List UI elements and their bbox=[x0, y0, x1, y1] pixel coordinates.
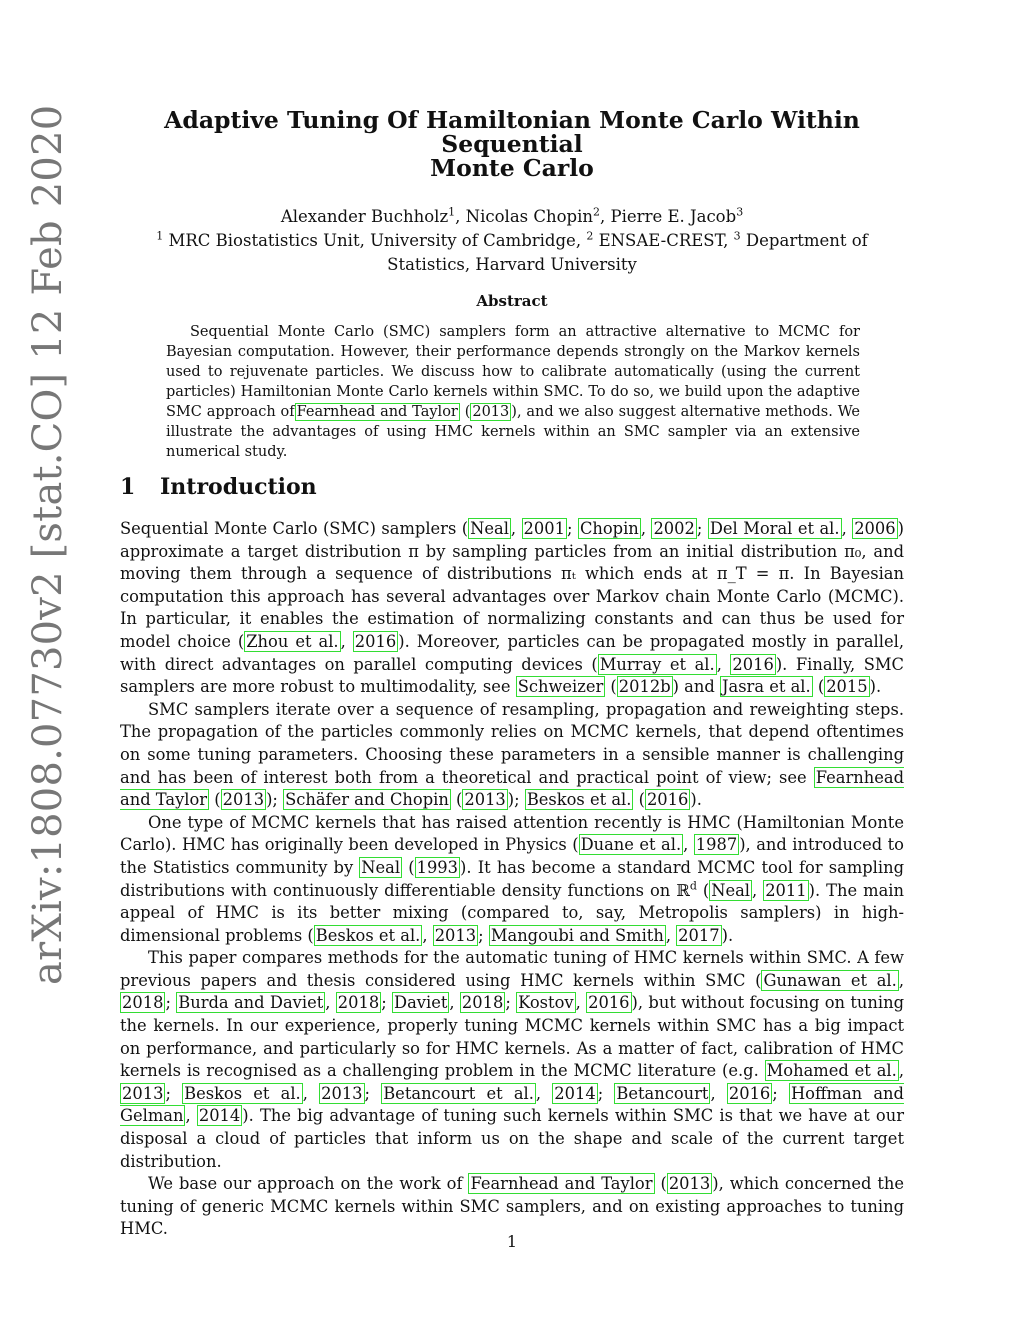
citation-link[interactable]: Gunawan et al. bbox=[763, 970, 897, 990]
citation-link[interactable]: Fearnhead and Taylor bbox=[120, 767, 904, 810]
citation-link[interactable]: Mangoubi and Smith bbox=[490, 925, 664, 945]
citation-link[interactable]: 2014 bbox=[554, 1083, 596, 1103]
citation-link[interactable]: 2013 bbox=[222, 790, 265, 810]
abstract bbox=[166, 322, 860, 462]
citation-link[interactable]: 2018 bbox=[337, 993, 380, 1013]
body-text bbox=[120, 518, 904, 1241]
citation-link[interactable]: Mohamed et al. bbox=[766, 1061, 897, 1081]
citation-link[interactable]: 2001 bbox=[523, 519, 565, 538]
citation-link[interactable]: Neal bbox=[361, 857, 401, 877]
affiliation-3b: Statistics, Harvard University bbox=[387, 255, 637, 274]
citation-link[interactable]: Daviet bbox=[394, 993, 448, 1013]
citation-link[interactable]: 1993 bbox=[416, 857, 459, 877]
citation-link[interactable]: Betancourt et al. bbox=[383, 1083, 534, 1103]
citation-link[interactable]: Schweizer bbox=[517, 677, 604, 697]
citation-link[interactable]: 2013 bbox=[464, 790, 506, 810]
page-number: 1 bbox=[506, 1232, 518, 1251]
citation-link[interactable]: Fearnhead and Taylor bbox=[470, 1174, 653, 1194]
citation-link[interactable]: Schäfer and Chopin bbox=[285, 790, 449, 810]
citation-link[interactable]: Fearnhead and Taylor bbox=[296, 404, 458, 420]
citation-link[interactable]: Beskos et al. bbox=[315, 925, 421, 945]
paragraph-3: One type of MCMC kernels that has raised attention recently is HMC (Hamiltonian Monte Carlo). HMC has originally been developed in Physics ( Duane et al. , 1987 ), and introduced to the Statistics community by Neal ( 1993 ). It has become a standard MCMC tool for sampling distributions with continuously differentiable density functions on ℝ$^d$ ( Neal , 2011 ). The main appeal of HMC is its better mixing (compared to, say, Metropolis samplers) in high-dimensional problems ( Beskos et al. , 2013 ; Mangoubi and Smith , 2017 ). bbox=[120, 812, 904, 945]
aff-2-sup: 2 bbox=[586, 229, 594, 243]
citation-link[interactable]: Murray et al. bbox=[599, 654, 715, 674]
paragraph-5: We base our approach on the work of Fearnhead and Taylor ( 2013 ), which concerned the tuning of generic MCMC kernels within SMC samplers, and on existing approaches to tuning HMC. bbox=[120, 1174, 905, 1239]
authors-block bbox=[100, 205, 924, 277]
dimension-superscript: d bbox=[689, 879, 697, 893]
affiliation-2: ENSAE-CREST, bbox=[598, 231, 729, 250]
affiliations bbox=[100, 229, 924, 253]
title-line-2: Monte Carlo bbox=[430, 154, 594, 182]
citation-link[interactable]: Beskos et al. bbox=[184, 1083, 301, 1103]
citation-link[interactable]: Beskos et al. bbox=[526, 790, 632, 810]
paragraph-2: SMC samplers iterate over a sequence of resampling, propagation and reweighting steps. The propagation of the particles commonly relies on MCMC kernels, that depend oftentimes on some tuning parameters. Choosing these parameters in a sensible manner is challenging and has been of interest both from a theoretical and practical point of view; see Fearnhead and Taylor ( 2013 ); Schäfer and Chopin ( 2013 ); Beskos et al. ( 2016 ). bbox=[120, 699, 904, 810]
section-heading bbox=[120, 474, 317, 500]
citation-link[interactable]: 2002 bbox=[653, 519, 695, 538]
citation-link[interactable]: Duane et al. bbox=[580, 835, 682, 855]
citation-link[interactable]: 2011 bbox=[765, 880, 807, 900]
citation-link[interactable]: Jasra et al. bbox=[721, 677, 811, 697]
aff-3-sup: 3 bbox=[733, 229, 741, 243]
citation-link[interactable]: 2014 bbox=[198, 1106, 241, 1126]
paragraph-1: Sequential Monte Carlo (SMC) samplers ( Neal , 2001 ; Chopin , 2002 ; Del Moral et al. , 2006 ) approximate a target distribution π by sampling particles from an initial distribution π₀, and moving them through a sequence of distributions πₜ which ends at π_T = π. In Bayesian computation this approach has several advantages over Markov chain Monte Carlo (MCMC). In particular, it enables the estimation of normalizing constants and can thus be used for model choice ( Zhou et al. , 2016 ). Moreover, particles can be propagated mostly in parallel, with direct advantages on parallel computing devices ( Murray et al. , 2016 ). Finally, SMC samplers are more robust to multimodality, see Schweizer ( 2012b ) and Jasra et al. ( 2015 ). bbox=[120, 519, 905, 697]
author-2-sup: 2 bbox=[593, 205, 601, 219]
citation-link[interactable]: 2013 bbox=[122, 1083, 164, 1103]
citation-link[interactable]: 2016 bbox=[732, 654, 774, 674]
section-number: 1 bbox=[120, 474, 136, 500]
author-3: Pierre E. Jacob bbox=[610, 207, 737, 226]
citation-link[interactable]: 2016 bbox=[728, 1083, 771, 1103]
citation-link[interactable]: 2016 bbox=[588, 993, 630, 1013]
author-names: Alexander Buchholz$^1$, Nicolas Chopin$^2$, Pierre E. Jacob$^3$ bbox=[280, 205, 744, 226]
paper-title bbox=[100, 108, 924, 180]
arxiv-identifier: arXiv:1808.07730v2 [stat.CO] 12 Feb 2020 bbox=[25, 104, 71, 985]
citation-link[interactable]: 2012b bbox=[618, 677, 671, 697]
author-1-sup: 1 bbox=[448, 205, 456, 219]
citation-link[interactable]: 2018 bbox=[461, 993, 504, 1013]
author-3-sup: 3 bbox=[736, 205, 744, 219]
citation-link[interactable]: Kostov bbox=[518, 993, 574, 1013]
citation-link[interactable]: 2013 bbox=[321, 1083, 363, 1103]
citation-link[interactable]: Neal bbox=[470, 519, 509, 538]
affiliation-1: MRC Biostatistics Unit, University of Cambridge, bbox=[168, 231, 582, 250]
citation-link[interactable]: 2017 bbox=[678, 925, 720, 945]
citation-link[interactable]: 2015 bbox=[826, 677, 868, 697]
citation-link[interactable]: Zhou et al. bbox=[246, 631, 339, 651]
citation-link[interactable]: 1987 bbox=[695, 835, 738, 855]
citation-link[interactable]: Del Moral et al. bbox=[709, 519, 840, 538]
section-title: Introduction bbox=[160, 474, 317, 500]
abstract-text: Sequential Monte Carlo (SMC) samplers form an attractive alternative to MCMC for Bayesian computation. However, their performance depends strongly on the Markov kernels used to rejuvenate particles. We discuss how to calibrate automatically (using the current particles) Hamiltonian Monte Carlo kernels within SMC. To do so, we build upon the adaptive SMC approach of Fearnhead and Taylor ( 2013 ), and we also suggest alternative methods. We illustrate the advantages of using HMC kernels within an SMC sampler via an extensive numerical study. bbox=[166, 324, 860, 460]
citation-link[interactable]: Hoffman and Gelman bbox=[120, 1083, 904, 1126]
affiliation-3a: Department of bbox=[745, 231, 868, 250]
citation-link[interactable]: 2013 bbox=[434, 925, 477, 945]
citation-link[interactable]: Burda and Daviet bbox=[178, 993, 324, 1013]
citation-year-link[interactable]: 2013 bbox=[472, 404, 510, 420]
citation-link[interactable]: 2018 bbox=[122, 993, 164, 1013]
abstract-heading: Abstract bbox=[476, 292, 548, 310]
paragraph-4: This paper compares methods for the automatic tuning of HMC kernels within SMC. A few previous papers and thesis considered using HMC kernels within SMC ( Gunawan et al. , 2018 ; Burda and Daviet , 2018 ; Daviet , 2018 ; Kostov , 2016 ), but without focusing on tuning the kernels. In our experience, properly tuning MCMC kernels within SMC has a big impact on performance, and particularly so for HMC kernels. As a matter of fact, calibration of HMC kernels is recognised as a challenging problem in the MCMC literature (e.g. Mohamed et al. , 2013 ; Beskos et al. , 2013 ; Betancourt et al. , 2014 ; Betancourt , 2016 ; Hoffman and Gelman , 2014 ). The big advantage of tuning such kernels within SMC is that we have at our disposal a cloud of particles that inform us on the shape and scale of the current target distribution. bbox=[120, 948, 905, 1171]
citation-link[interactable]: Betancourt bbox=[616, 1083, 709, 1103]
citation-link[interactable]: Neal bbox=[711, 880, 751, 900]
title-line-1: Adaptive Tuning Of Hamiltonian Monte Carlo Within Sequential bbox=[164, 106, 860, 158]
citation-link[interactable]: 2006 bbox=[854, 519, 896, 538]
author-2: Nicolas Chopin bbox=[465, 207, 594, 226]
citation-link[interactable]: 2013 bbox=[668, 1174, 711, 1194]
citation-link[interactable]: Chopin bbox=[579, 519, 639, 538]
author-1: Alexander Buchholz bbox=[280, 207, 449, 226]
citation-link[interactable]: 2016 bbox=[646, 790, 689, 810]
citation-link[interactable]: 2016 bbox=[354, 631, 397, 651]
aff-1-sup: 1 bbox=[156, 229, 164, 243]
